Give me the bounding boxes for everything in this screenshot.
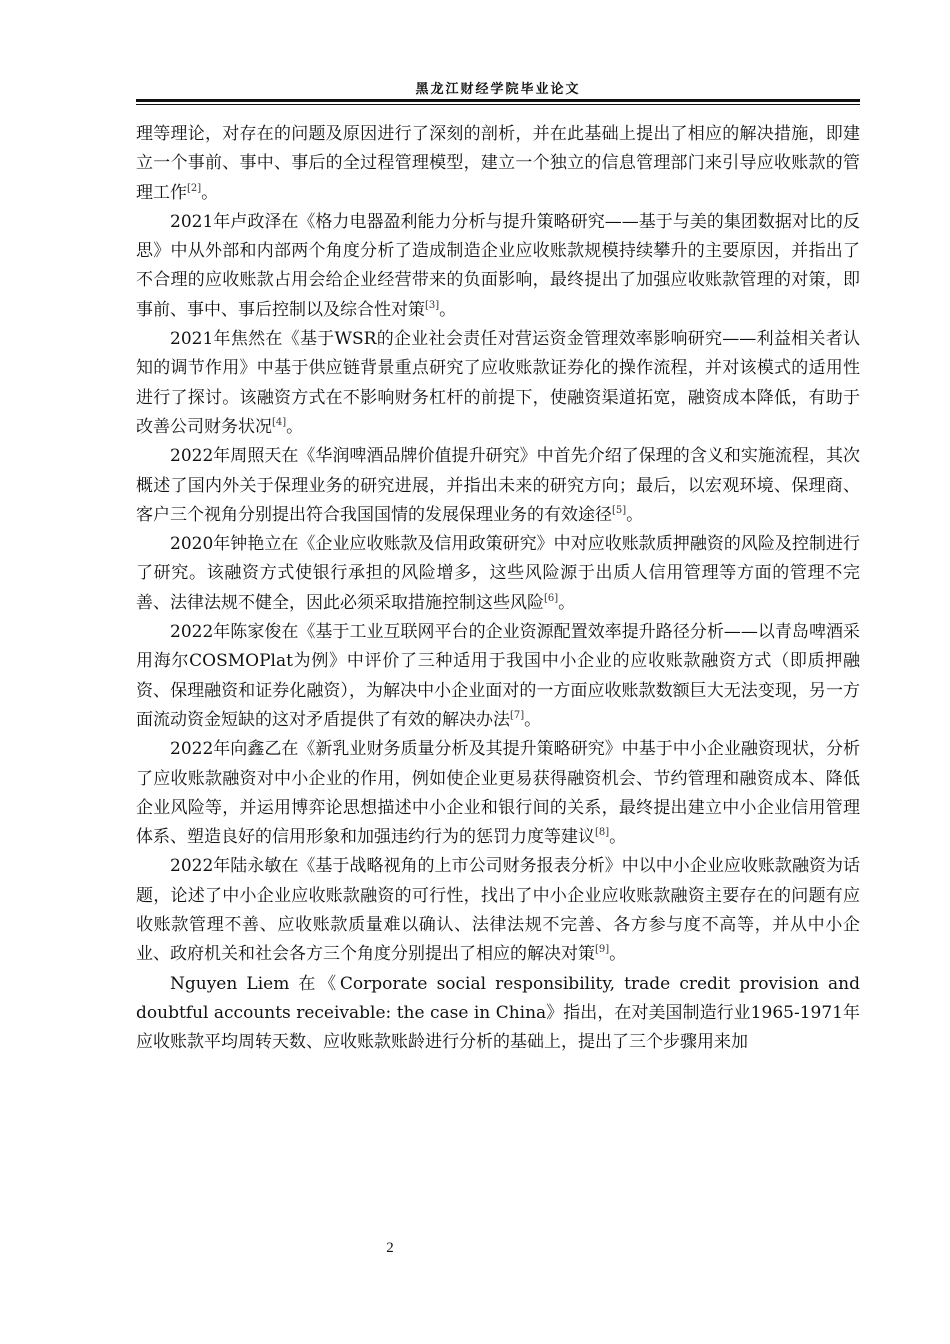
citation: [9] bbox=[595, 944, 610, 956]
page-number: 2 bbox=[386, 1240, 394, 1256]
citation: [8] bbox=[595, 827, 610, 839]
paragraph: 2022年陆永敏在《基于战略视角的上市公司财务报表分析》中以中小企业应收账款融资为话题，论述了中小企业应收账款融资的可行性，找出了中小企业应收账款融资主要存在的问题有应收账款管理不善、应收账款质量难以确认、法律法规不完善、各方参与度不高等，并从中小企业、政府机关和社会各方三个角度分别提出了相应的解决对策[9]。 bbox=[136, 856, 860, 965]
citation: [7] bbox=[510, 709, 525, 721]
citation: [6] bbox=[544, 592, 559, 604]
paragraph: Nguyen Liem 在《Corporate social responsibility, trade credit provision and doubtful accounts receivable: the case in China》指出，在对美国制造行业1965-1971年应收账款平均周转天数、应收账款账龄进行分析的基础上，提出了三个步骤用来加 bbox=[136, 973, 860, 1053]
citation: [2] bbox=[187, 182, 202, 194]
paragraph: 2020年钟艳立在《企业应收账款及信用政策研究》中对应收账款质押融资的风险及控制进行了研究。该融资方式使银行承担的风险增多，这些风险源于出质人信用管理等方面的管理不完善、法律法规不健全，因此必须采取措施控制这些风险[6]。 bbox=[136, 534, 860, 613]
page-header-title: 黑龙江财经学院毕业论文 bbox=[415, 82, 581, 97]
header-rule-thick bbox=[136, 99, 860, 102]
header-rule-thin bbox=[136, 104, 860, 105]
citation: [5] bbox=[612, 504, 627, 516]
citation: [3] bbox=[425, 299, 440, 311]
paragraph: 理等理论，对存在的问题及原因进行了深刻的剖析，并在此基础上提出了相应的解决措施，即建立一个事前、事中、事后的全过程管理模型，建立一个独立的信息管理部门来引导应收账款的管理工作[2]。 bbox=[136, 124, 860, 203]
citation: [4] bbox=[272, 416, 287, 428]
paragraph: 2022年向鑫乙在《新乳业财务质量分析及其提升策略研究》中基于中小企业融资现状，分析了应收账款融资对中小企业的作用，例如使企业更易获得融资机会、节约管理和融资成本、降低企业风险等，并运用博弈论思想描述中小企业和银行间的关系，最终提出建立中小企业信用管理体系、塑造良好的信用形象和加强违约行为的惩罚力度等建议[8]。 bbox=[136, 739, 860, 848]
paragraph: 2022年陈家俊在《基于工业互联网平台的企业资源配置效率提升路径分析——以青岛啤酒采用海尔COSMOPlat为例》中评价了三种适用于我国中小企业的应收账款融资方式（即质押融资、保理融资和证券化融资），为解决中小企业面对的一方面应收账款数额巨大无法变现，另一方面流动资金短缺的这对矛盾提供了有效的解决办法[7]。 bbox=[136, 622, 860, 730]
paragraph: 2021年卢政泽在《格力电器盈利能力分析与提升策略研究——基于与美的集团数据对比的反思》中从外部和内部两个角度分析了造成制造企业应收账款规模持续攀升的主要原因，并指出了不合理的应收账款占用会给企业经营带来的负面影响，最终提出了加强应收账款管理的对策，即事前、事中、事后控制以及综合性对策[3]。 bbox=[136, 211, 860, 320]
paragraph: 2022年周照天在《华润啤酒品牌价值提升研究》中首先介绍了保理的含义和实施流程，其次概述了国内外关于保理业务的研究进展，并指出未来的研究方向；最后，以宏观环境、保理商、客户三个视角分别提出符合我国国情的发展保理业务的有效途径[5]。 bbox=[136, 446, 860, 525]
body-text bbox=[136, 120, 860, 1058]
paragraph: 2021年焦然在《基于WSR的企业社会责任对营运资金管理效率影响研究——利益相关者认知的调节作用》中基于供应链背景重点研究了应收账款证券化的操作流程，并对该模式的适用性进行了探讨。该融资方式在不影响财务杠杆的前提下，使融资渠道拓宽，融资成本降低，有助于改善公司财务状况[4]。 bbox=[136, 329, 860, 437]
